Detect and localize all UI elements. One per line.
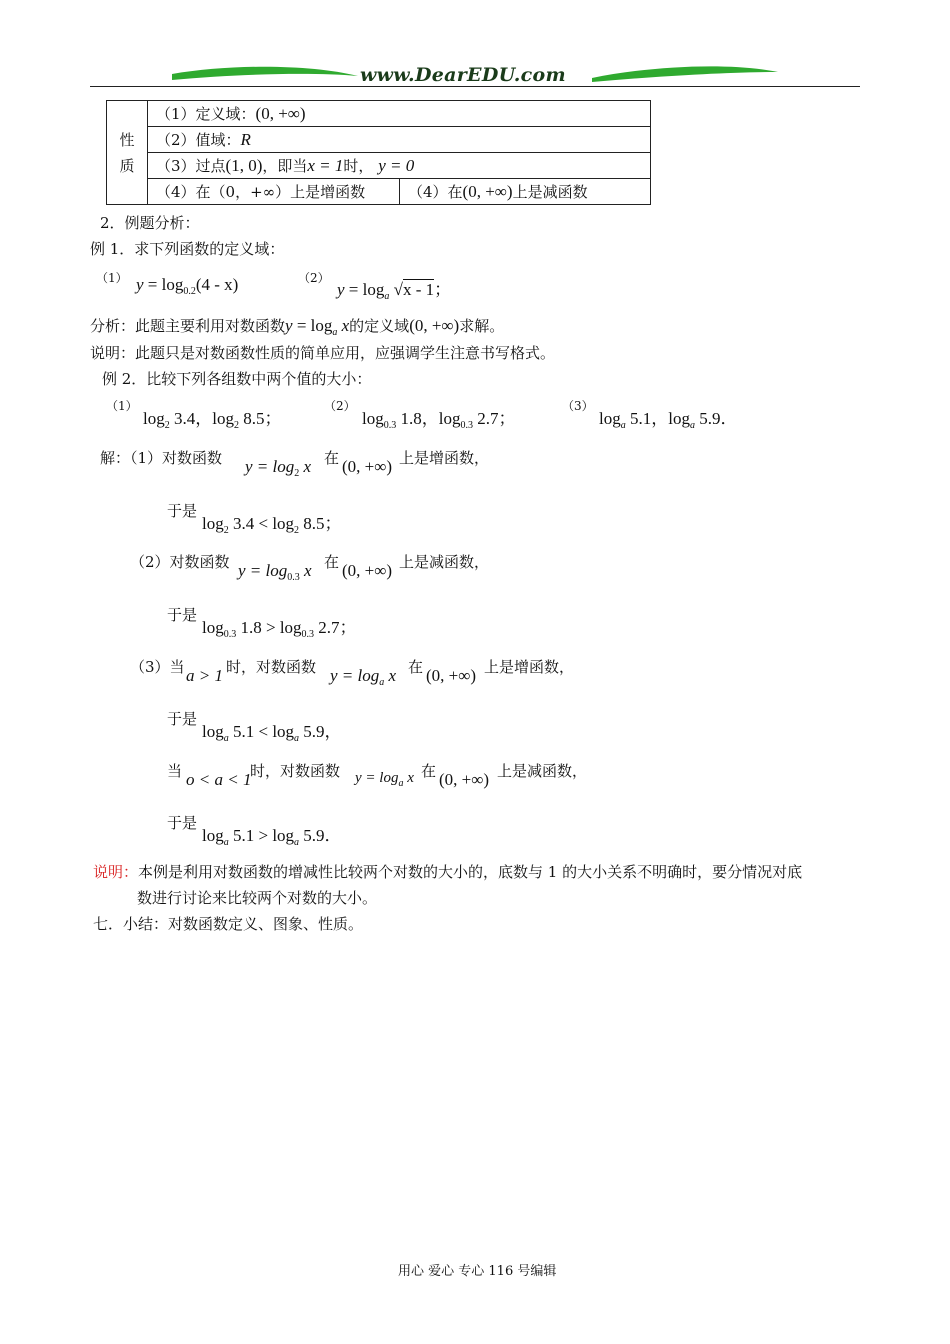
ex2-p3-formula — [599, 404, 737, 431]
table-row-point — [148, 153, 651, 179]
note2-line1 — [93, 861, 802, 882]
ex1-p2-arg: x - 1 — [402, 280, 435, 299]
sol1-fn-text: y = log — [245, 457, 295, 476]
analysis-base: a — [332, 327, 338, 338]
range-label: （2）值域： — [156, 131, 241, 149]
sol2-interval: (0, +∞) — [342, 561, 393, 580]
ex2-p1-num-text: （1） — [106, 399, 138, 413]
ex2-p3-end: ． — [720, 409, 738, 428]
point-mid2: 时， — [343, 157, 374, 175]
sol1-result — [202, 509, 342, 536]
sol3-so: 于是 — [167, 710, 198, 728]
analysis-x: x — [337, 316, 350, 335]
sol3-base: a — [379, 677, 385, 688]
sol2-res-a: log — [202, 618, 224, 637]
sol4-result — [202, 821, 342, 848]
note2-label: 说明： — [93, 863, 139, 881]
analysis-mid: 的定义域 — [349, 317, 410, 335]
ex1-p2-eq: = log — [344, 280, 385, 299]
sol4-rv2: 5.9 — [299, 826, 325, 845]
decreasing-pre: （4）在 — [408, 183, 463, 201]
sol2-base: 0.3 — [287, 572, 300, 583]
sol1-rb1: 2 — [223, 525, 229, 536]
sol4-x: x — [403, 770, 414, 786]
range-value: R — [240, 130, 251, 149]
ex2-p3-av: 5.1 — [625, 409, 652, 428]
ex2-p1-end: ； — [264, 409, 282, 428]
sol3-in: 在 — [408, 658, 424, 676]
sol1-rv2: 8.5 — [299, 514, 325, 533]
sol4-cond-text: o < a < 1 — [186, 770, 252, 789]
header-rule — [90, 86, 860, 87]
sol2-so: 于是 — [167, 606, 198, 624]
example1-part2 — [298, 268, 330, 286]
sol4-res-a: log — [202, 826, 224, 845]
ex2-p3-bb: a — [689, 420, 695, 431]
ex2-p1-formula — [143, 404, 281, 431]
sol2-end: ； — [339, 618, 357, 637]
note2-text1: 本例是利用对数函数的增减性比较两个对数的大小的，底数与 1 的大小关系不明确时，要分情况对底 — [138, 863, 803, 881]
increasing-text: （4）在（0，+∞）上是增函数 — [156, 183, 366, 201]
sol3-fn — [330, 666, 396, 688]
sol2-in: 在 — [324, 553, 340, 571]
ex2-p2-bv: 2.7 — [472, 409, 499, 428]
ex2-p2-end: ； — [498, 409, 516, 428]
ex2-p1-num — [106, 396, 138, 414]
ex2-p1-b: log — [212, 409, 234, 428]
sol1-in: 在 — [324, 449, 340, 467]
decreasing-interval: (0, +∞) — [462, 182, 513, 201]
note1: 说明：此题只是对数函数性质的简单应用，应强调学生注意书写格式。 — [90, 344, 556, 362]
sol3-res-a: log — [202, 722, 224, 741]
sol1-rb2: 2 — [294, 525, 300, 536]
example1-formula2 — [337, 275, 451, 302]
sol1-x: x — [299, 457, 312, 476]
ex2-p2-ab: 0.3 — [383, 420, 397, 431]
ex1-p2-num: （2） — [298, 271, 330, 285]
header-swoosh-left-icon — [170, 62, 360, 86]
ex2-p2-a: log — [362, 409, 384, 428]
sol2-fn-text: y = log — [238, 561, 288, 580]
ex2-p1-bb: 2 — [233, 420, 239, 431]
ex2-p2-num — [324, 396, 356, 414]
table-row-decreasing — [400, 179, 651, 205]
ex2-p2-av: 1.8 — [396, 409, 422, 428]
sol3-rb1: a — [223, 733, 229, 744]
rowhead-char-1: 性 — [119, 130, 135, 149]
sol3-rv1: 5.1 < log — [228, 722, 295, 741]
ex2-p3-num-text: （3） — [562, 399, 594, 413]
sol4-fn — [355, 770, 414, 789]
section-heading: 2．例题分析： — [100, 214, 200, 232]
ex2-p1-sep: ， — [195, 409, 213, 428]
example1-part1 — [96, 268, 128, 286]
analysis-eq: = log — [292, 316, 333, 335]
sol1-fn — [245, 457, 311, 479]
ex1-p2-end: ； — [434, 280, 452, 299]
example2-title: 例 2．比较下列各组数中两个值的大小： — [102, 370, 372, 388]
sol4-rv1: 5.1 > log — [228, 826, 295, 845]
sol2-x: x — [299, 561, 312, 580]
sol1-so: 于是 — [167, 502, 198, 520]
point-mid: ，即当 — [262, 157, 308, 175]
analysis-post: 求解。 — [459, 317, 505, 335]
sol4-rb1: a — [223, 837, 229, 848]
analysis-line — [90, 315, 504, 338]
ex2-p2-formula — [362, 404, 515, 431]
header-site: www.DearEDU.com — [360, 64, 566, 86]
sol2-rv2: 2.7 — [314, 618, 340, 637]
table-rowhead — [107, 101, 148, 205]
property-table — [106, 100, 651, 205]
table-row-increasing — [148, 179, 400, 205]
sol1-post: 上是增函数， — [399, 449, 490, 467]
sol4-mid: 时，对数函数 — [250, 762, 341, 780]
ex1-p1-arg: (4 - x) — [195, 275, 239, 294]
sol2-label: （2）对数函数 — [130, 553, 230, 571]
ex2-p1-ab: 2 — [164, 420, 170, 431]
domain-value: (0, +∞) — [255, 104, 306, 123]
sol3-mid: 时，对数函数 — [226, 658, 317, 676]
domain-label: （1）定义域： — [156, 105, 256, 123]
ex2-p3-ab: a — [620, 420, 626, 431]
footer: 用心 爱心 专心 116 号编辑 — [398, 1264, 557, 1279]
ex1-p1-base: 0.2 — [183, 286, 196, 297]
example1-title: 例 1．求下列函数的定义域： — [90, 240, 285, 258]
sol2-fn — [238, 561, 312, 583]
table-row-domain — [148, 101, 651, 127]
sol4-so: 于是 — [167, 814, 198, 832]
sol4-fn-text: y = log — [355, 770, 399, 786]
example1-formula1 — [136, 275, 238, 297]
sol4-cond — [186, 770, 251, 790]
point-value: (1, 0) — [225, 156, 263, 175]
analysis-pre: 分析：此题主要利用对数函数 — [90, 317, 286, 335]
rowhead-char-2: 质 — [119, 156, 135, 175]
sol2-rb1: 0.3 — [223, 629, 237, 640]
analysis-interval: (0, +∞) — [409, 316, 460, 335]
sol1-end: ； — [324, 514, 342, 533]
sqrt-sign-icon: √ — [393, 280, 403, 299]
sol3-end: ， — [324, 722, 342, 741]
ex2-p2-b: log — [438, 409, 461, 428]
sol3-result — [202, 717, 342, 744]
point-label: （3）过点 — [156, 157, 226, 175]
sol1-rv1: 3.4 < log — [228, 514, 295, 533]
sol4-in: 在 — [421, 762, 437, 780]
sol4-base: a — [398, 778, 404, 789]
sol4-end: ． — [324, 826, 342, 845]
sol1-res-a: log — [202, 514, 224, 533]
point-cond: x = 1 — [307, 156, 344, 175]
sol4-interval: (0, +∞) — [439, 770, 490, 789]
header-swoosh-right-icon — [590, 62, 780, 86]
ex2-p2-num-text: （2） — [324, 399, 356, 413]
sol3-x: x — [384, 666, 397, 685]
ex2-p3-sep: ， — [651, 409, 669, 428]
analysis-y: y — [285, 316, 293, 335]
sol2-result — [202, 613, 357, 640]
ex1-p2-y: y — [337, 280, 345, 299]
ex2-p1-av: 3.4 — [169, 409, 196, 428]
sol4-rb2: a — [294, 837, 300, 848]
sol1-base: 2 — [294, 468, 300, 479]
table-row-range — [148, 127, 651, 153]
sol4-post: 上是减函数， — [497, 762, 588, 780]
ex1-p1-num: （1） — [96, 271, 128, 285]
ex2-p1-a: log — [143, 409, 165, 428]
ex1-p2-base: a — [384, 291, 390, 302]
point-result: y = 0 — [378, 156, 415, 175]
sol3-label: （3）当 — [130, 658, 185, 676]
sol3-rb2: a — [294, 733, 300, 744]
sol2-post: 上是减函数， — [399, 553, 490, 571]
ex2-p2-bb: 0.3 — [460, 420, 473, 431]
ex1-p1-y: y — [136, 275, 144, 294]
ex2-p3-a: log — [599, 409, 621, 428]
sol3-post: 上是增函数， — [484, 658, 575, 676]
ex2-p3-bv: 5.9 — [694, 409, 721, 428]
sol2-rv1: 1.8 > log — [236, 618, 302, 637]
sol3-rv2: 5.9 — [299, 722, 325, 741]
sol3-interval: (0, +∞) — [426, 666, 477, 685]
note2-line2: 数进行讨论来比较两个对数的大小。 — [137, 889, 378, 907]
sol3-cond-text: a > 1 — [186, 666, 223, 685]
sol2-rb2: 0.3 — [301, 629, 315, 640]
ex1-p1-eq: = log — [143, 275, 184, 294]
sol3-fn-text: y = log — [330, 666, 380, 685]
summary: 七．小结：对数函数定义、图象、性质。 — [93, 915, 364, 933]
ex2-p2-sep: ， — [421, 409, 439, 428]
sol1-interval: (0, +∞) — [342, 457, 393, 476]
decreasing-post: 上是减函数 — [512, 183, 588, 201]
sol3-cond — [186, 666, 223, 686]
sol4-label: 当 — [167, 762, 183, 780]
ex2-p3-num — [562, 396, 594, 414]
ex2-p1-bv: 8.5 — [238, 409, 265, 428]
sol1-label: 解：（1）对数函数 — [100, 449, 223, 467]
ex2-p3-b: log — [668, 409, 690, 428]
